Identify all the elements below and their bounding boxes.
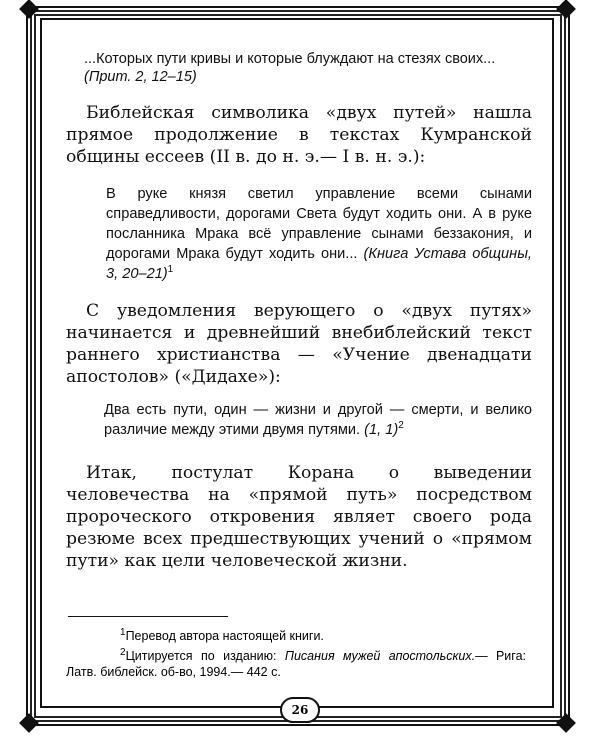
page-number-badge (280, 697, 320, 723)
paragraph-2: С уведомления верующего о «двух путях» начинается и древнейший внебиблейский текст раннего христианства — «Учение двенадцати апостолов» («Дидахе»): (66, 301, 532, 387)
footnote-ref-2: 2 (398, 420, 404, 432)
footnote-divider (68, 616, 228, 617)
quote-1 (66, 184, 532, 284)
quote-2-citation: (1, 1) (364, 422, 399, 438)
footnote-2-number: 2 (120, 646, 126, 658)
page-content (66, 28, 532, 572)
footnote-1 (66, 628, 526, 644)
footnote-2-text-after: — Рига: Латв. библейск. об-во, 1994.— 442 с. (66, 649, 526, 679)
footnote-1-text: Перевод автора настоящей книги. (125, 629, 324, 643)
footnote-ref-1: 1 (167, 264, 174, 276)
quote-2 (66, 400, 532, 440)
footnote-2-text-before: Цитируется по изданию: (125, 649, 285, 663)
page-number: 26 (291, 703, 309, 717)
epigraph-citation: (Прит. 2, 12–15) (84, 69, 197, 85)
paragraph-3: Итак, постулат Корана о выведении человечества на «прямой путь» посредством пророческого откровения являет своего рода резюме всех предшествующих учений о «прямом пути» как цели человеческой жизни. (66, 463, 532, 571)
quote-2-text: Два есть пути, один — жизни и другой — смерти, и велико различие между этими двумя путями. (104, 402, 532, 438)
footnote-1-number: 1 (120, 626, 126, 638)
epigraph (66, 50, 532, 86)
footnote-2 (66, 648, 526, 680)
quote-1-text: В руке князя светил управление всеми сынами справедливости, дорогами Света будут ходить они. А в руке посланника Мрака всё управление сынами беззакония, и дорогами Мрака будут ходить они... (106, 186, 532, 262)
epigraph-text: ...Которых пути кривы и которые блуждают на стезях своих... (84, 51, 496, 67)
footnote-2-title: Писания мужей апостольских. (284, 649, 476, 663)
paragraph-1: Библейская символика «двух путей» нашла прямое продолжение в текстах Кумранской общины ессеев (II в. до н. э.— I в. н. э.): (66, 103, 532, 167)
quote-1-citation: (Книга Устава общины, 3, 20–21) (106, 246, 532, 282)
